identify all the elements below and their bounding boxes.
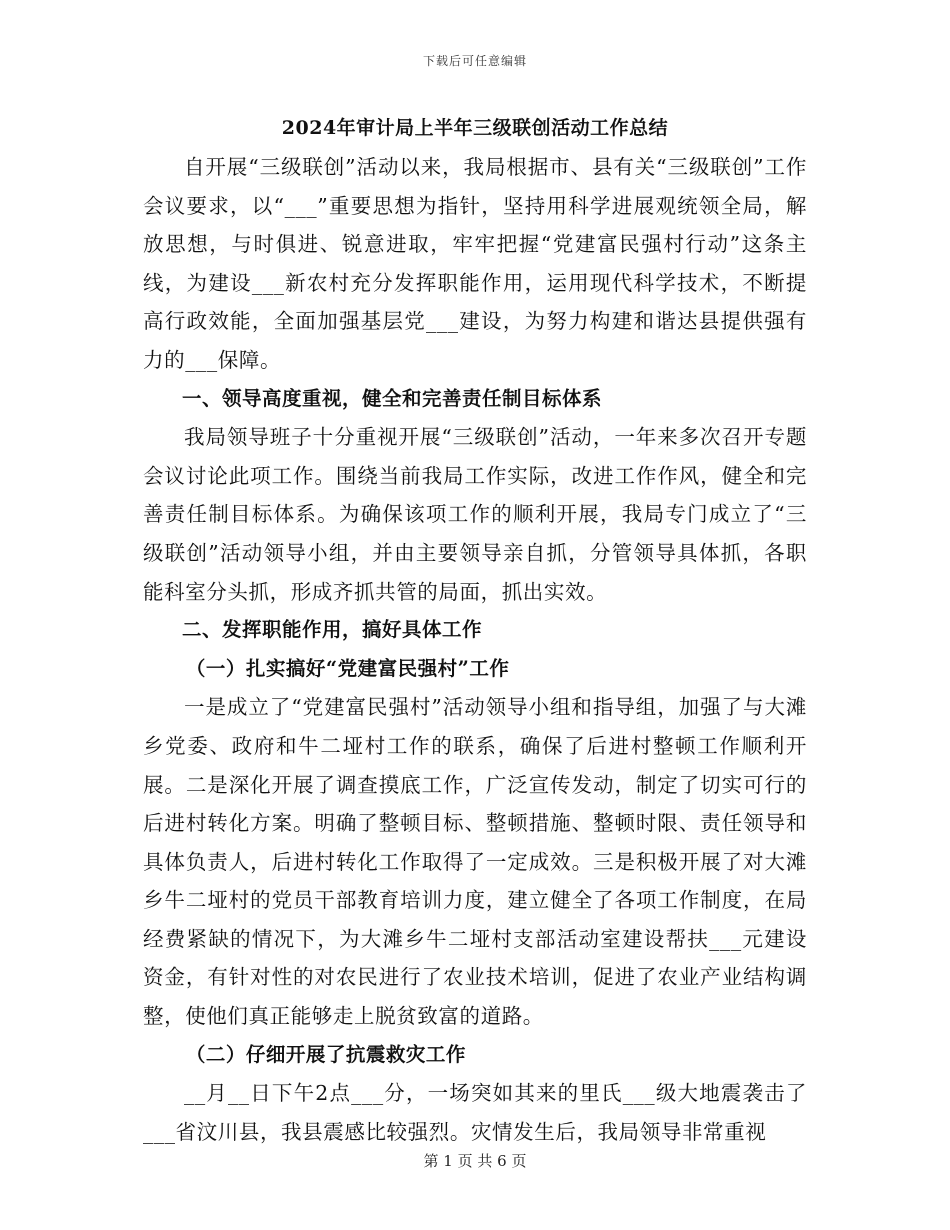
section-2-sub-1-paragraph: 一是成立了“党建富民强村”活动领导小组和指导组，加强了与大滩乡党委、政府和牛二垭村工作的联系，确保了后进村整顿工作顺利开展。二是深化开展了调查摸底工作，广泛宣传发动，制定了切实可行的后进村转化方案。明确了整顿目标、整顿措施、整顿时限、责任领导和具体负责人，后进村转化工作取得了一定成效。三是积极开展了对大滩乡牛二垭村的党员干部教育培训力度，建立健全了各项工作制度，在局经费紧缺的情况下，为大滩乡牛二垭村支部活动室建设帮扶___元建设资金，有针对性的对农民进行了农业技术培训，促进了农业产业结构调整，使他们真正能够走上脱贫致富的道路。 <box>143 695 807 1029</box>
section-2-sub-2-paragraph: __月__日下午2点___分，一场突如其来的里氏___级大地震袭击了___省汶川县，我县震感比较强烈。灾情发生后，我局领导非常重视 <box>143 1081 807 1144</box>
section-2-sub-2-heading: （二）仔细开展了抗震救灾工作 <box>185 1042 466 1066</box>
document-title: 2024年审计局上半年三级联创活动工作总结 <box>281 117 669 139</box>
page-footer: 第 1 页 共 6 页 <box>423 1152 527 1170</box>
section-2-heading: 二、发挥职能作用，搞好具体工作 <box>182 618 483 642</box>
page-header: 下载后可任意编辑 <box>422 54 527 68</box>
section-1-heading: 一、领导高度重视，健全和完善责任制目标体系 <box>182 386 603 410</box>
section-1-paragraph: 我局领导班子十分重视开展“三级联创”活动，一年来多次召开专题会议讨论此项工作。围绕当前我局工作实际，改进工作作风，健全和完善责任制目标体系。为确保该项工作的顺利开展，我局专门成立了“三级联创”活动领导小组，并由主要领导亲自抓，分管领导具体抓，各职能科室分头抓，形成齐抓共管的局面，抓出实效。 <box>143 425 807 604</box>
document-body <box>143 108 807 1151</box>
section-2-sub-1-heading: （一）扎实搞好“党建富民强村”工作 <box>185 656 510 680</box>
intro-paragraph: 自开展“三级联创”活动以来，我局根据市、县有关“三级联创”工作会议要求，以“___”重要思想为指针，坚持用科学进展观统领全局，解放思想，与时俱进、锐意进取，牢牢把握“党建富民强村行动”这条主线，为建设___新农村充分发挥职能作用，运用现代科学技术，不断提高行政效能，全面加强基层党___建设，为努力构建和谐达县提供强有力的___保障。 <box>143 155 807 372</box>
